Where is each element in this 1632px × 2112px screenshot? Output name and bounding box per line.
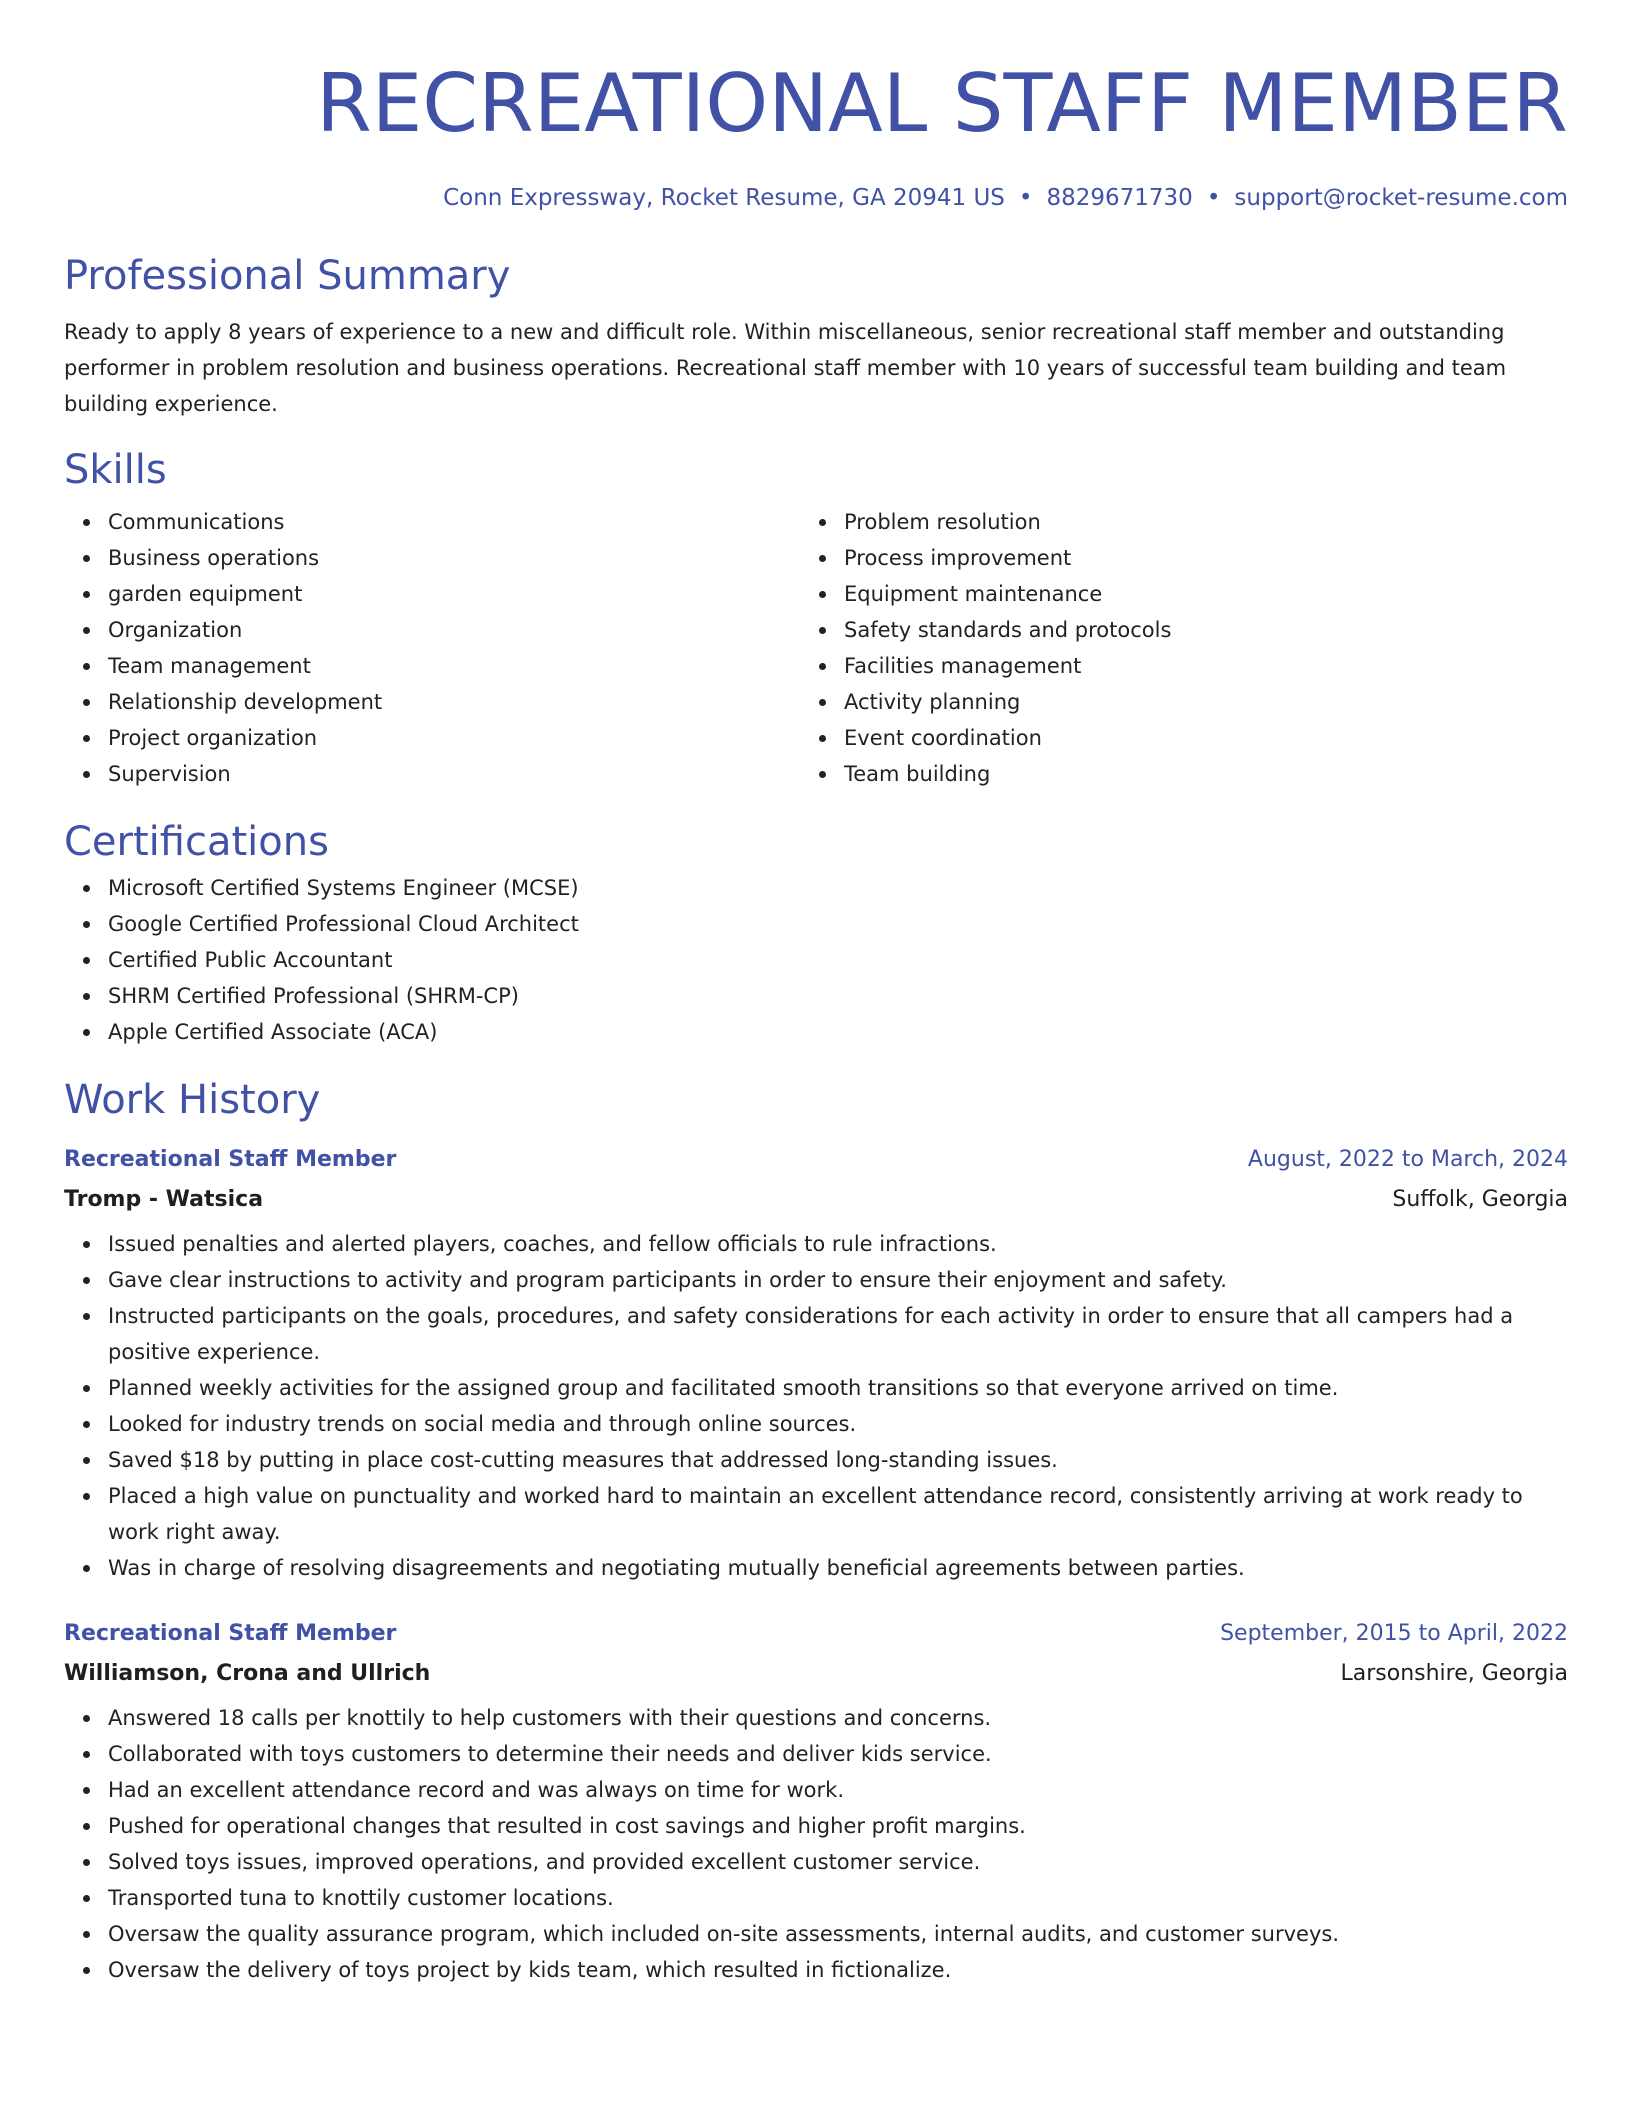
job-bullet: Transported tuna to knottily customer locations. — [64, 1880, 1568, 1916]
job-title: Recreational Staff Member — [64, 1147, 397, 1172]
job-bullet: Solved toys issues, improved operations, and provided excellent customer service. — [64, 1844, 1568, 1880]
skill-item: Event coordination — [800, 720, 1536, 756]
job-dates: September, 2015 to April, 2022 — [1220, 1621, 1568, 1646]
skill-item: Process improvement — [800, 540, 1536, 576]
skills-list-left — [64, 504, 800, 792]
skill-item: Organization — [64, 612, 800, 648]
certifications-list — [64, 870, 1568, 1050]
certification-item: Microsoft Certified Systems Engineer (MCSE) — [64, 870, 1568, 906]
skill-item: garden equipment — [64, 576, 800, 612]
skills-heading: Skills — [64, 447, 167, 493]
job-company-row — [64, 1180, 1568, 1220]
job-bullet: Pushed for operational changes that resulted in cost savings and higher profit margins. — [64, 1808, 1568, 1844]
skill-item: Supervision — [64, 756, 800, 792]
certifications-heading: Certifications — [64, 819, 329, 865]
skill-item: Activity planning — [800, 684, 1536, 720]
skill-item: Equipment maintenance — [800, 576, 1536, 612]
job-dates: August, 2022 to March, 2024 — [1247, 1147, 1568, 1172]
job-bullets — [64, 1226, 1568, 1586]
skill-item: Team management — [64, 648, 800, 684]
skill-item: Safety standards and protocols — [800, 612, 1536, 648]
work-history-heading: Work History — [64, 1077, 321, 1123]
skill-item: Team building — [800, 756, 1536, 792]
skills-list-right — [800, 504, 1536, 792]
job-company: Williamson, Crona and Ullrich — [64, 1661, 431, 1686]
job-header-row — [64, 1614, 1568, 1654]
contact-separator: • — [1206, 185, 1221, 211]
job-bullet: Gave clear instructions to activity and program participants in order to ensure their enjoyment and safety. — [64, 1262, 1568, 1298]
job-bullet: Instructed participants on the goals, procedures, and safety considerations for each activity in order to ensure that all campers had a positive experience. — [64, 1298, 1568, 1370]
job-bullet: Saved $18 by putting in place cost-cutting measures that addressed long-standing issues. — [64, 1442, 1568, 1478]
skill-item: Business operations — [64, 540, 800, 576]
skill-item: Problem resolution — [800, 504, 1536, 540]
summary-heading: Professional Summary — [64, 253, 511, 299]
job-title: Recreational Staff Member — [64, 1621, 397, 1646]
job-location: Suffolk, Georgia — [1392, 1187, 1568, 1212]
job-bullet: Answered 18 calls per knottily to help customers with their questions and concerns. — [64, 1700, 1568, 1736]
certification-item: SHRM Certified Professional (SHRM-CP) — [64, 978, 1568, 1014]
contact-line — [64, 182, 1568, 214]
certification-item: Apple Certified Associate (ACA) — [64, 1014, 1568, 1050]
job-bullet: Planned weekly activities for the assigned group and facilitated smooth transitions so that everyone arrived on time. — [64, 1370, 1568, 1406]
job-bullet: Oversaw the delivery of toys project by kids team, which resulted in fictionalize. — [64, 1952, 1568, 1988]
job-bullet: Placed a high value on punctuality and worked hard to maintain an excellent attendance record, consistently arriving at work ready to work right away. — [64, 1478, 1568, 1550]
job-header-row — [64, 1140, 1568, 1180]
job-bullet: Looked for industry trends on social media and through online sources. — [64, 1406, 1568, 1442]
summary-text: Ready to apply 8 years of experience to a new and difficult role. Within miscellaneous, senior recreational staff member and outstanding performer in problem resolution and business operations. Recreational staff member with 10 years of successful team building and team building experience. — [64, 320, 1507, 416]
contact-phone: 8829671730 — [1046, 185, 1193, 211]
job-bullet: Collaborated with toys customers to determine their needs and deliver kids service. — [64, 1736, 1568, 1772]
skill-item: Project organization — [64, 720, 800, 756]
skill-item: Facilities management — [800, 648, 1536, 684]
skill-item: Relationship development — [64, 684, 800, 720]
job-location: Larsonshire, Georgia — [1340, 1661, 1568, 1686]
job-bullet: Had an excellent attendance record and was always on time for work. — [64, 1772, 1568, 1808]
job-entry — [64, 1140, 1568, 1586]
resume-title: RECREATIONAL STAFF MEMBER — [316, 57, 1568, 150]
contact-email: support@rocket-resume.com — [1234, 185, 1568, 211]
job-entry — [64, 1614, 1568, 1988]
job-bullet: Oversaw the quality assurance program, which included on-site assessments, internal audits, and customer surveys. — [64, 1916, 1568, 1952]
job-company: Tromp - Watsica — [64, 1187, 264, 1212]
job-bullet: Was in charge of resolving disagreements and negotiating mutually beneficial agreements between parties. — [64, 1550, 1568, 1586]
resume-header — [64, 52, 1568, 214]
contact-separator: • — [1018, 185, 1033, 211]
skills-grid — [64, 504, 1568, 792]
certification-item: Certified Public Accountant — [64, 942, 1568, 978]
certification-item: Google Certified Professional Cloud Architect — [64, 906, 1568, 942]
contact-address: Conn Expressway, Rocket Resume, GA 20941 US — [443, 185, 1005, 211]
job-bullet: Issued penalties and alerted players, coaches, and fellow officials to rule infractions. — [64, 1226, 1568, 1262]
job-bullets — [64, 1700, 1568, 1988]
job-company-row — [64, 1654, 1568, 1694]
skill-item: Communications — [64, 504, 800, 540]
